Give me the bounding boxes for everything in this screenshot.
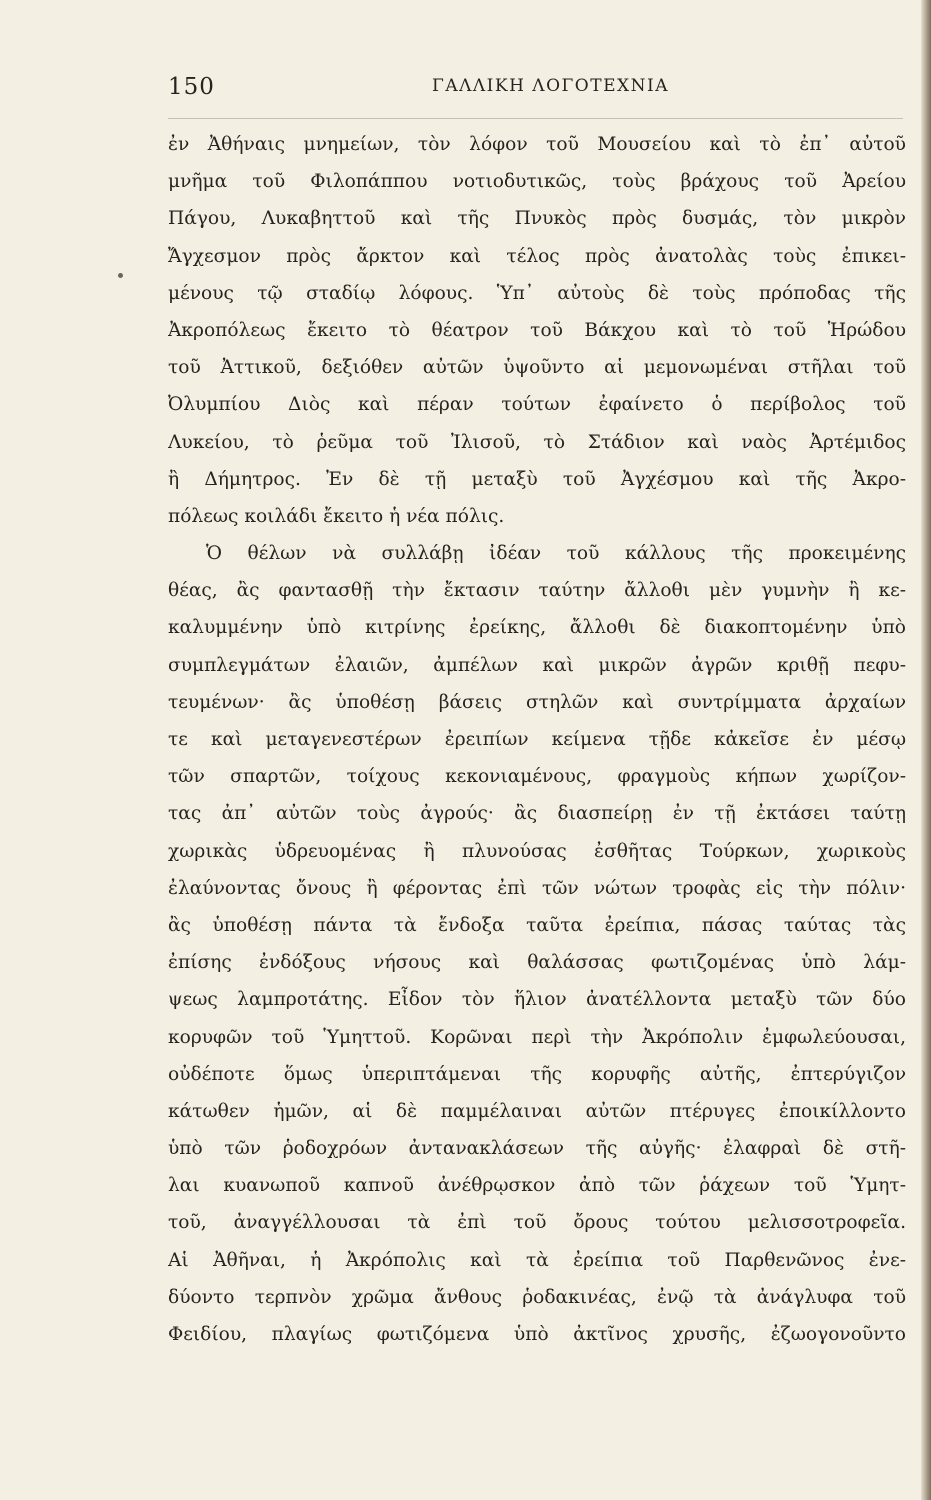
paragraph-end-line: πόλεως κοιλάδι ἔκειτο ἡ νέα πόλις. — [168, 505, 505, 527]
text-line: λαι κυανωποῦ καπνοῦ ἀνέθρῳσκον ἀπὸ τῶν ῥάχεων τοῦ Ὑμητ- — [168, 1175, 906, 1197]
text-line: ἂς ὑποθέσῃ πάντα τὰ ἔνδοξα ταῦτα ἐρείπια, πάσας ταύτας τὰς — [168, 914, 906, 936]
page-edge-shadow — [921, 0, 931, 1500]
running-title: ΓΑΛΛΙΚΗ ΛΟΓΟΤΕΧΝΙΑ — [432, 76, 669, 96]
text-line: κορυφῶν τοῦ Ὑμηττοῦ. Κορῶναι περὶ τὴν Ἀκρόπολιν ἐμφωλεύουσαι, — [168, 1026, 906, 1048]
text-line: ἐπίσης ἐνδόξους νήσους καὶ θαλάσσας φωτιζομένας ὑπὸ λάμ- — [168, 952, 906, 974]
text-line: τοῦ, ἀναγγέλλουσαι τὰ ἐπὶ τοῦ ὄρους τούτου μελισσοτροφεῖα. — [168, 1212, 906, 1234]
text-line: θέας, ἂς φαντασθῇ τὴν ἔκτασιν ταύτην ἄλλοθι μὲν γυμνὴν ἢ κε- — [168, 580, 906, 602]
page-header — [168, 74, 903, 110]
text-line: κάτωθεν ἡμῶν, αἱ δὲ παμμέλαιναι αὐτῶν πτέρυγες ἐποικίλλοντο — [168, 1100, 906, 1122]
body-text — [168, 126, 906, 1353]
text-line: τε καὶ μεταγενεστέρων ἐρειπίων κείμενα τῇδε κἀκεῖσε ἐν μέσῳ — [168, 729, 906, 750]
page-number: 150 — [168, 74, 215, 100]
margin-mark — [118, 273, 123, 278]
text-line: τοῦ Ἀττικοῦ, δεξιόθεν αὐτῶν ὑψοῦντο αἱ μεμονωμέναι στῆλαι τοῦ — [168, 357, 906, 379]
text-line: τῶν σπαρτῶν, τοίχους κεκονιαμένους, φραγμοὺς κήπων χωρίζον- — [168, 766, 906, 788]
text-line: Αἱ Ἀθῆναι, ἡ Ἀκρόπολις καὶ τὰ ἐρείπια τοῦ Παρθενῶνος ἐνε- — [168, 1249, 906, 1271]
text-line: Λυκείου, τὸ ῥεῦμα τοῦ Ἰλισοῦ, τὸ Στάδιον καὶ ναὸς Ἀρτέμιδος — [168, 431, 906, 453]
text-line: ψεως λαμπροτάτης. Εἶδον τὸν ἥλιον ἀνατέλλοντα μεταξὺ τῶν δύο — [168, 989, 906, 1011]
text-line: μένους τῷ σταδίῳ λόφους. Ὑπ᾽ αὐτοὺς δὲ τοὺς πρόποδας τῆς — [168, 282, 906, 304]
text-line: οὐδέποτε ὅμως ὑπεριπτάμεναι τῆς κορυφῆς αὐτῆς, ἐπτερύγιζον — [168, 1063, 906, 1085]
text-line: μνῆμα τοῦ Φιλοπάππου νοτιοδυτικῶς, τοὺς βράχους τοῦ Ἀρείου — [168, 171, 906, 193]
text-line: δύοντο τερπνὸν χρῶμα ἄνθους ῥοδακινέας, ἐνῷ τὰ ἀνάγλυφα τοῦ — [168, 1286, 906, 1308]
text-line: χωρικὰς ὑδρευομένας ἢ πλυνούσας ἐσθῆτας Τούρκων, χωρικοὺς — [168, 840, 906, 862]
text-line: καλυμμένην ὑπὸ κιτρίνης ἐρείκης, ἄλλοθι δὲ διακοπτομένην ὑπὸ — [168, 617, 906, 639]
text-line: Ἄγχεσμον πρὸς ἄρκτον καὶ τέλος πρὸς ἀνατολὰς τοὺς ἐπικει- — [168, 245, 906, 267]
text-line: ἐλαύνοντας ὄνους ἢ φέροντας ἐπὶ τῶν νώτων τροφὰς εἰς τὴν πόλιν· — [168, 877, 906, 899]
text-line: Πάγου, Λυκαβηττοῦ καὶ τῆς Πνυκὸς πρὸς δυσμάς, τὸν μικρὸν — [168, 208, 906, 230]
text-line: Ἀκροπόλεως ἔκειτο τὸ θέατρον τοῦ Βάκχου καὶ τὸ τοῦ Ἡρώδου — [168, 319, 906, 341]
text-line: συμπλεγμάτων ἐλαιῶν, ἀμπέλων καὶ μικρῶν ἀγρῶν κριθῇ πεφυ- — [168, 654, 906, 676]
text-line: Φειδίου, πλαγίως φωτιζόμενα ὑπὸ ἀκτῖνος χρυσῆς, ἐζωογονοῦντο — [168, 1324, 906, 1345]
text-line: τευμένων· ἂς ὑποθέσῃ βάσεις στηλῶν καὶ συντρίμματα ἀρχαίων — [168, 691, 906, 713]
text-line: Ὀλυμπίου Διὸς καὶ πέραν τούτων ἐφαίνετο ὁ περίβολος τοῦ — [168, 394, 906, 416]
text-line: ἢ Δήμητρος. Ἐν δὲ τῇ μεταξὺ τοῦ Ἀγχέσμου καὶ τῆς Ἀκρο- — [168, 468, 906, 490]
paragraph-first-line: Ὁ θέλων νὰ συλλάβῃ ἰδέαν τοῦ κάλλους τῆς προκειμένης — [206, 543, 906, 565]
text-line: ὑπὸ τῶν ῥοδοχρόων ἀντανακλάσεων τῆς αὐγῆς· ἐλαφραὶ δὲ στῆ- — [168, 1138, 906, 1160]
text-line: τας ἀπ᾽ αὐτῶν τοὺς ἀγρούς· ἂς διασπείρῃ ἐν τῇ ἐκτάσει ταύτῃ — [168, 803, 906, 825]
text-line: ἐν Ἀθήναις μνημείων, τὸν λόφον τοῦ Μουσείου καὶ τὸ ἐπ᾽ αὐτοῦ — [168, 134, 906, 155]
header-divider — [168, 118, 903, 119]
